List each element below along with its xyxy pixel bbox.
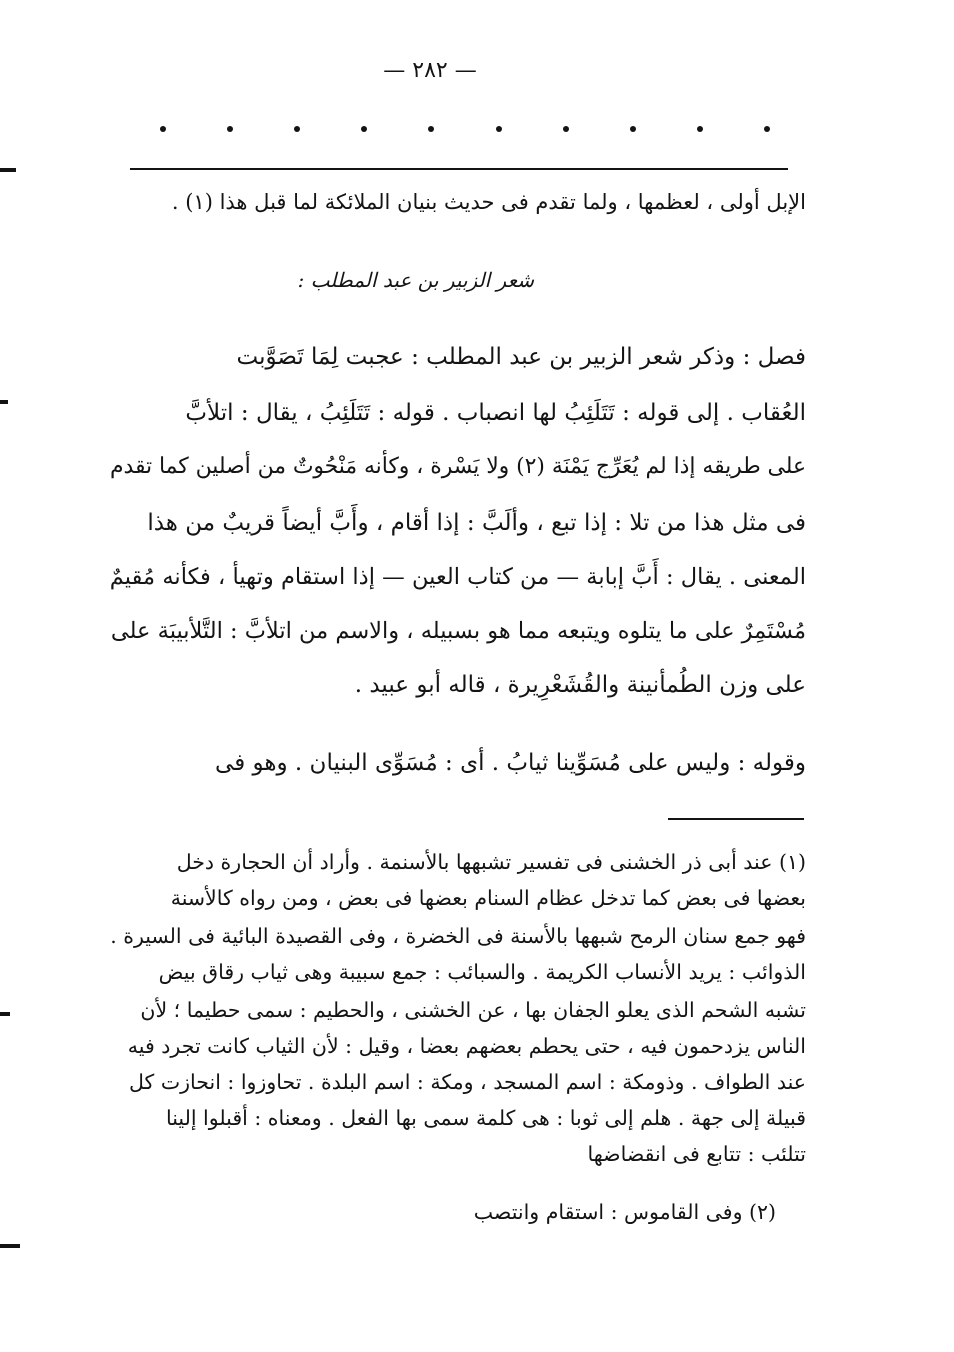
- ornamental-dot-row: [160, 126, 770, 132]
- section-heading: شعر الزبير بن عبد المطلب :: [297, 268, 534, 292]
- body-line: مُسْتَمِرٌ على ما يتلوه ويتبعه مما هو بسبيله ، والاسم من اتلأبَّ : التَّلأبيبَة على: [110, 618, 806, 644]
- body-line: على طريقه إذا لم يُعَرِّج يَمْنَة (٢) ولا يَسْرة ، وكأنه مَنْحُوتٌ من أصلين كما تقدم: [110, 454, 806, 479]
- footnote-line: تتلئب : تتابع فى انقضاضها: [587, 1142, 806, 1166]
- intro-line: الإبل أولى ، لعظمها ، ولما تقدم فى حديث بنيان الملائكة لما قبل هذا (١) .: [171, 190, 806, 214]
- ornament-dot: [630, 126, 636, 132]
- header-divider: [130, 168, 788, 170]
- body-line: فصل : وذكر شعر الزبير بن عبد المطلب : عجبت لِمَا تَصَوَّبت: [236, 344, 806, 370]
- footnote-line: (٢) وفى القاموس : استقام وانتصب: [473, 1200, 776, 1224]
- body-line: فى مثل هذا من تلا : إذا تبع ، وألَبَّ : إذا أقام ، وأَبَّ أيضاً قريبٌ من هذا: [147, 510, 806, 536]
- footnote-line: الناس يزدحمون فيه ، حتى يحطم بعضهم بعضا ، وقيل : لأن الثياب كانت تجرد فيه: [127, 1034, 806, 1058]
- ornament-dot: [361, 126, 367, 132]
- footnote-divider: [668, 818, 804, 820]
- footnote-line: تشبه الشحم الذى يعلو الجفان بها ، عن الخشنى ، والحطيم : سمى حطيما ؛ لأن: [140, 998, 806, 1022]
- ornament-dot: [563, 126, 569, 132]
- footnote-line: بعضها فى بعض كما تدخل عظام السنام بعضها فى بعض ، ومن رواه كالأسنة: [170, 886, 806, 910]
- ornament-dot: [764, 126, 770, 132]
- margin-mark: [0, 1244, 20, 1248]
- margin-mark: [0, 168, 16, 172]
- ornament-dot: [160, 126, 166, 132]
- closing-line: وقوله : وليس على مُسَوِّينا ثيابُ . أى : مُسَوِّى البنيان . وهو فى: [215, 750, 806, 776]
- ornament-dot: [227, 126, 233, 132]
- body-line: العُقاب . إلى قوله : تَتَلَئِبُ لها انصباب . قوله : تَتَلَئِبُ ، يقال : اتلأبَّ: [185, 400, 806, 426]
- margin-mark: [0, 1012, 10, 1016]
- ornament-dot: [428, 126, 434, 132]
- footnote-line: الذوائب : يريد الأنساب الكريمة . والسبائب : جمع سبيبة وهى ثياب رقاق بيض: [158, 960, 806, 984]
- footnote-line: فهو جمع سنان الرمح شبهها بالأسنة فى الخضرة ، وفى القصيدة البائية فى السيرة .: [110, 924, 806, 948]
- footnote-line: (١) عند أبى ذر الخشنى فى تفسير تشبهها بالأسنمة . وأراد أن الحجارة دخل: [176, 850, 806, 874]
- footnote-line: قبيلة إلى جهة . هلم إلى ثوبا : هى كلمة سمى بها الفعل . ومعناه : أقبلوا إلينا: [165, 1106, 806, 1130]
- ornament-dot: [294, 126, 300, 132]
- page-number: — ٢٨٢ —: [383, 58, 477, 83]
- body-line: المعنى . يقال : أَبَّ إبابة — من كتاب العين — إذا استقام وتهيأ ، فكأنه مُقيمٌ: [109, 564, 806, 590]
- ornament-dot: [496, 126, 502, 132]
- ornament-dot: [697, 126, 703, 132]
- body-line: على وزن الطُمأنينة والقُشَعْرِيرة ، قاله أبو عبيد .: [354, 672, 806, 698]
- margin-mark: [0, 400, 8, 404]
- footnote-line: عند الطواف . وذومكة : اسم المسجد ، ومكة : اسم البلدة . تحاوزوا : انحازت كل: [129, 1070, 806, 1094]
